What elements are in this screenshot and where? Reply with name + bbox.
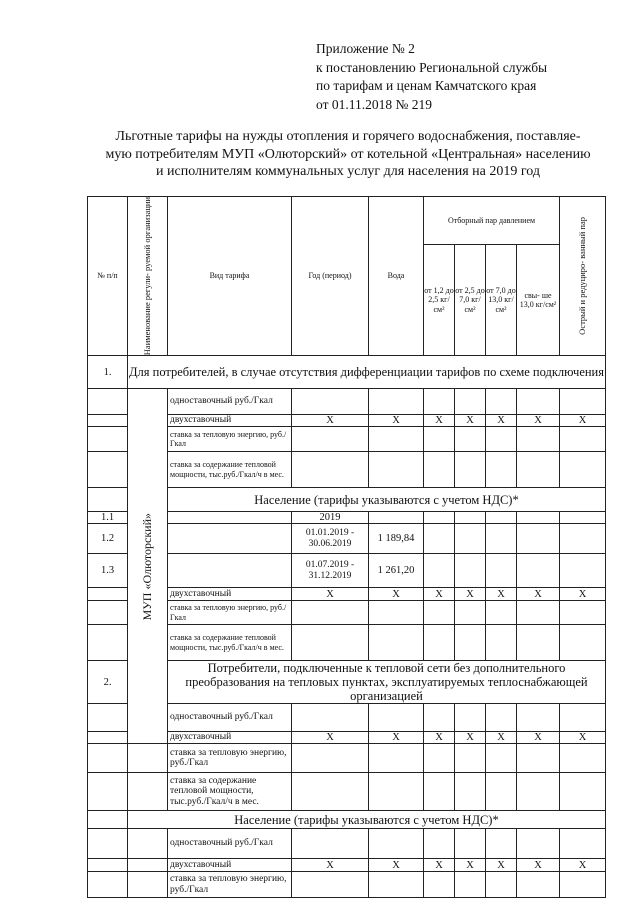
- row-num: 1.1: [88, 512, 128, 524]
- appendix-line: от 01.11.2018 № 219: [316, 96, 432, 112]
- population-heading: Население (тарифы указываются с учетом НДС)*: [128, 811, 606, 829]
- header-p3: от 7,0 до 13,0 кг/см²: [486, 245, 517, 356]
- cell: [88, 389, 128, 415]
- row-label: одноставочный руб./Гкал: [168, 829, 292, 859]
- x-mark: X: [486, 588, 517, 601]
- header-p2: от 2,5 до 7,0 кг/см²: [455, 245, 486, 356]
- title-line: мую потребителям МУП «Олюторский» от котельной «Центральная» населению: [105, 146, 591, 162]
- x-mark: X: [424, 859, 455, 872]
- header-water: Вода: [369, 197, 424, 356]
- row-label: двухставочный: [168, 588, 292, 601]
- x-mark: X: [560, 732, 606, 744]
- row-label: ставка за тепловую энергию, руб./Гкал: [168, 427, 292, 452]
- x-mark: X: [517, 588, 560, 601]
- row-label: ставка за содержание тепловой мощности, тыс.руб./Гкал/ч в мес.: [168, 625, 292, 661]
- document-title: [70, 128, 626, 181]
- title-line: Льготные тарифы на нужды отопления и горячего водоснабжения, поставляе-: [115, 129, 581, 144]
- x-mark: X: [517, 732, 560, 744]
- section-num: 1.: [88, 356, 128, 389]
- header-steam: Отборный пар давлением: [424, 197, 560, 245]
- value-cell: 1 189,84: [369, 524, 424, 554]
- section-title: Потребители, подключенные к тепловой сети без дополнительного преобразования на тепловых пунктах, эксплуатируемых теплоснабжающей организацией: [168, 661, 606, 704]
- appendix-block: [316, 40, 547, 114]
- x-mark: X: [424, 732, 455, 744]
- x-mark: X: [369, 732, 424, 744]
- x-mark: X: [455, 415, 486, 427]
- row-label: двухставочный: [168, 732, 292, 744]
- row-label: двухставочный: [168, 415, 292, 427]
- x-mark: X: [560, 859, 606, 872]
- header-num: № п/п: [88, 197, 128, 356]
- header-sharp: Острый и редуциро- ванный пар: [560, 197, 606, 356]
- x-mark: X: [455, 588, 486, 601]
- x-mark: X: [486, 415, 517, 427]
- x-mark: X: [369, 859, 424, 872]
- row-label: ставка за тепловую энергию, руб./Гкал: [168, 744, 292, 773]
- header-p4: свы- ше 13,0 кг/см²: [517, 245, 560, 356]
- appendix-line: по тарифам и ценам Камчатского края: [316, 78, 537, 93]
- appendix-line: Приложение № 2: [316, 41, 415, 56]
- value-cell: 1 261,20: [369, 554, 424, 588]
- row-label: одноставочный руб./Гкал: [168, 389, 292, 415]
- x-mark: X: [455, 732, 486, 744]
- x-mark: X: [486, 859, 517, 872]
- x-mark: X: [292, 859, 369, 872]
- tariff-table: [87, 196, 606, 898]
- x-mark: X: [517, 859, 560, 872]
- header-tariff: Вид тарифа: [168, 197, 292, 356]
- x-mark: X: [369, 415, 424, 427]
- x-mark: X: [486, 732, 517, 744]
- x-mark: X: [455, 859, 486, 872]
- year-cell: 2019: [292, 512, 369, 524]
- row-label: ставка за тепловую энергию, руб./Гкал: [168, 872, 292, 898]
- population-heading: Население (тарифы указываются с учетом НДС)*: [168, 488, 606, 512]
- x-mark: X: [292, 588, 369, 601]
- section-num: 2.: [88, 661, 128, 704]
- title-line: и исполнителям коммунальных услуг для населения на 2019 год: [156, 164, 540, 179]
- row-label: одноставочный руб./Гкал: [168, 704, 292, 732]
- row-num: 1.2: [88, 524, 128, 554]
- org-name: МУП «Олюторский»: [128, 389, 168, 744]
- row-label: ставка за содержание тепловой мощности, тыс.руб./Гкал/ч в мес.: [168, 773, 292, 811]
- x-mark: X: [292, 732, 369, 744]
- x-mark: X: [424, 415, 455, 427]
- period-cell: 01.01.2019 - 30.06.2019: [292, 524, 369, 554]
- row-label: ставка за содержание тепловой мощности, тыс.руб./Гкал/ч в мес.: [168, 452, 292, 488]
- header-p1: от 1,2 до 2,5 кг/см²: [424, 245, 455, 356]
- appendix-line: к постановлению Региональной службы: [316, 59, 548, 75]
- row-label: ставка за тепловую энергию, руб./Гкал: [168, 601, 292, 625]
- x-mark: X: [560, 415, 606, 427]
- x-mark: X: [560, 588, 606, 601]
- x-mark: X: [424, 588, 455, 601]
- header-year: Год (период): [292, 197, 369, 356]
- x-mark: X: [517, 415, 560, 427]
- header-org: Наименование регули- руемой организации: [128, 197, 168, 356]
- x-mark: X: [292, 415, 369, 427]
- row-label: двухставочный: [168, 859, 292, 872]
- section-title: Для потребителей, в случае отсутствия дифференциации тарифов по схеме подключения: [128, 356, 606, 389]
- row-num: 1.3: [88, 554, 128, 588]
- x-mark: X: [369, 588, 424, 601]
- period-cell: 01.07.2019 - 31.12.2019: [292, 554, 369, 588]
